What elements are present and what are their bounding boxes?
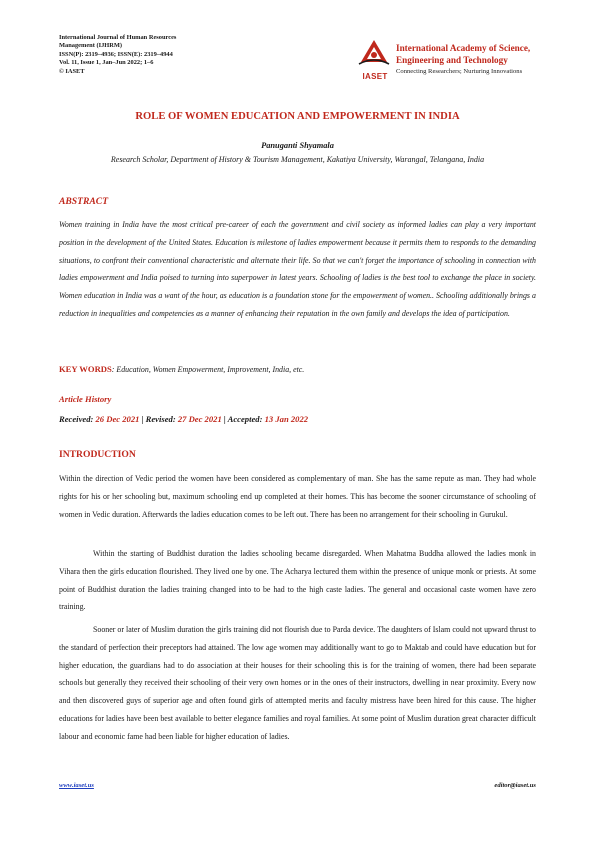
logo-name-line1: International Academy of Science, bbox=[396, 43, 531, 53]
article-history-heading: Article History bbox=[59, 394, 112, 404]
logo-name-line2: Engineering and Technology bbox=[396, 55, 508, 65]
logo-abbreviation: IASET bbox=[362, 72, 388, 81]
journal-issn: ISSN(P): 2319–4936; ISSN(E): 2319–4944 bbox=[59, 50, 173, 58]
author-name: Panuganti Shyamala bbox=[261, 141, 334, 150]
journal-info bbox=[59, 34, 279, 76]
journal-volume: Vol. 11, Issue 1, Jan–Jun 2022; 1–6 bbox=[59, 59, 154, 67]
logo-text bbox=[396, 42, 566, 75]
author-affiliation: Research Scholar, Department of History & Tourism Management, Kakatiya University, Warangal, Telangana, India bbox=[110, 155, 485, 164]
intro-paragraph-1: Within the direction of Vedic period the women have been considered as complementary of man. She has the same repute as man. They had whole rights for his or her schooling but, maximum schooling end up completed at their homes. This has become the sooner circumstance of schooling of women in Vedic duration. Afterwards the ladies education comes to be left out. There has been no arrangement for their schooling in Gurukul. bbox=[59, 474, 536, 519]
accepted-date: 13 Jan 2022 bbox=[264, 414, 309, 424]
keywords bbox=[59, 364, 536, 374]
journal-copyright: © IASET bbox=[59, 67, 85, 75]
revised-label: | Revised: bbox=[139, 414, 178, 424]
received-date: 26 Dec 2021 bbox=[95, 414, 140, 424]
article-history-dates bbox=[59, 414, 308, 424]
paper-title: ROLE OF WOMEN EDUCATION AND EMPOWERMENT IN INDIA bbox=[135, 111, 460, 122]
intro-paragraph-2: Within the starting of Buddhist duration the ladies schooling became disregarded. When Mahatma Buddha allowed the ladies monk in Vihara then the girls education flourished. They lived one by one. The Acharya lectured them within the presence of unique monk or priests. At some point of Buddhist duration the ladies training changed into to be had to the high caste ladies. The general and occasional caste women have zero training. bbox=[59, 549, 536, 612]
editor-email: editor@iaset.us bbox=[494, 782, 536, 789]
journal-name-line2: Management (IJHRM) bbox=[59, 42, 123, 50]
logo-tagline: Connecting Researchers; Nurturing Innovations bbox=[396, 68, 523, 75]
journal-name-line1: International Journal of Human Resources bbox=[59, 34, 177, 41]
website-link[interactable]: www.iaset.us bbox=[59, 782, 94, 789]
keywords-label: KEY WORDS bbox=[59, 364, 112, 374]
abstract-text: Women training in India have the most critical pre-career of each the government and civil society as informed ladies can play a very important position in the development of the United States. Education is milestone of ladies empowerment because it permits them to responds to the demanding situations, to confront their conventional characteristic and alternate their life. So that we can't forget the importance of schooling in connection with ladies empowerment and India poised to turning into superpower in latest years. Schooling of ladies is the best tool to exchange the place in society. Women education in India was a want of the hour, as education is a foundation stone for the empowerment of women.. Schooling additionally brings a reduction in inequalities and competencies as a manner of enhancing their reputation in the own family and develops the idea of participation. bbox=[59, 220, 536, 318]
accepted-label: | Accepted: bbox=[221, 414, 265, 424]
revised-date: 27 Dec 2021 bbox=[177, 414, 222, 424]
abstract-heading: ABSTRACT bbox=[59, 196, 109, 207]
keywords-text: : Education, Women Empowerment, Improvement, India, etc. bbox=[111, 365, 305, 374]
received-label: Received: bbox=[59, 414, 96, 424]
introduction-heading: INTRODUCTION bbox=[59, 449, 136, 460]
intro-paragraph-3: Sooner or later of Muslim duration the girls training did not flourish due to Parda device. The daughters of Islam could not upward thrust to the standard of perfection their preceptors had attained. The low age women may additionally want to go to Maktab and could have education but for higher education, the guardians had to do association at their houses for their schooling this is for the training of women, there had been separate schools but generally they received their schooling of their very own homes or in the ones of their instructors, dwelling in near proximity. Every now and then discovered guys of superior age and often found girls of attempted merits and faculty mistress have been hired for this cause. The higher educations for ladies have been best available to better elegance families and royal families. At some point of Muslim duration great character difficult labour and economic fame had been liable for higher education of ladies. bbox=[59, 625, 536, 741]
